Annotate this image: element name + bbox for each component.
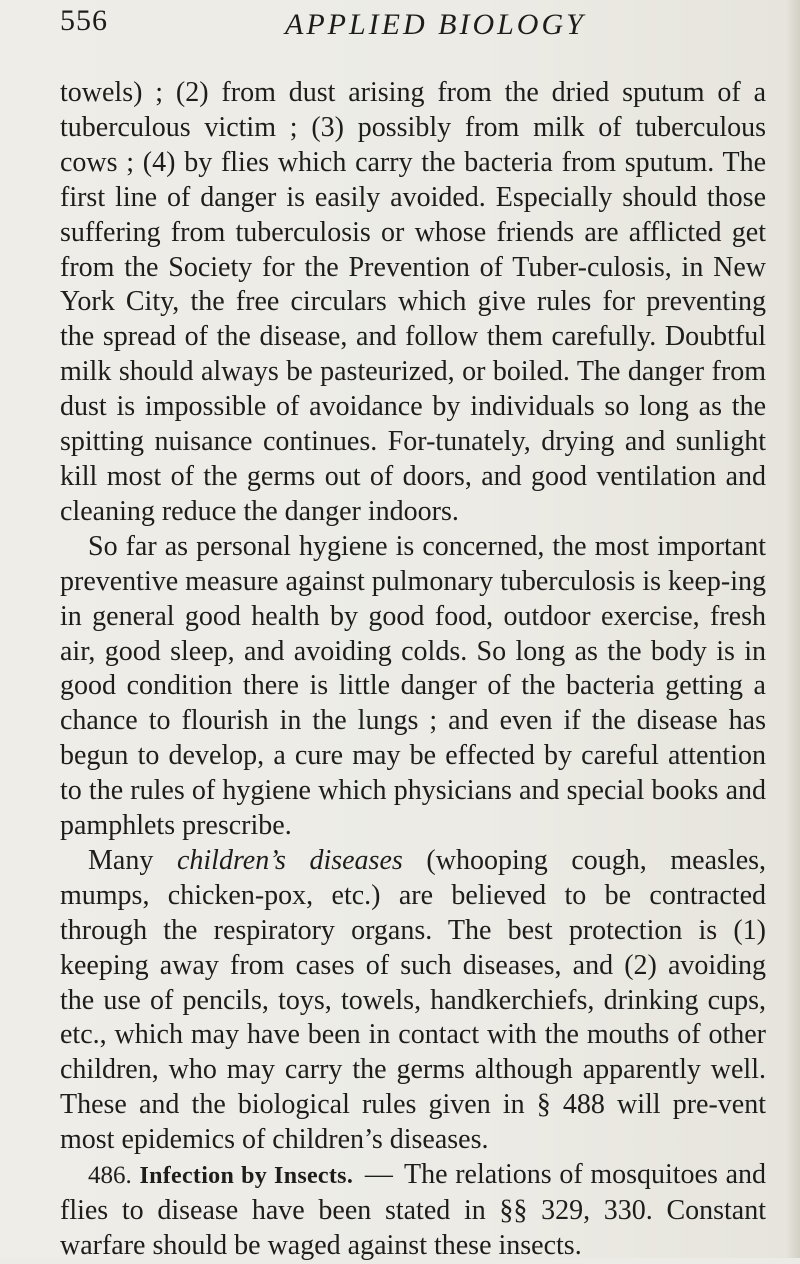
paragraph-4-text: The relations of mosquitoes and flies to disease have been stated in §§ 329, 330. Constant warfare should be waged against these insects. xyxy=(60,1159,766,1261)
body-text xyxy=(60,76,766,1264)
section-title: Infection by Insects. xyxy=(139,1163,354,1190)
paragraph-3-lead: Many xyxy=(88,844,154,876)
paragraph-3-text: (whooping cough, measles, mumps, chicken-pox, etc.) are believed to be contracted through the respiratory organs. The best protection is (1) keeping away from cases of such diseases, and (2) avoiding the use of pencils, toys, towels, handkerchiefs, drinking cups, etc., which may have been in contact with the mouths of other children, who may carry the germs although apparently well. These and the biological rules given in § 488 will pre-vent most epidemics of children’s diseases. xyxy=(60,844,767,1156)
page-edge-shadow xyxy=(786,0,800,1258)
paragraph-4 xyxy=(60,1158,766,1264)
paragraph-3-emphasis: children’s diseases xyxy=(176,844,403,876)
section-number: 486. xyxy=(88,1162,132,1190)
running-head: APPLIED BIOLOGY xyxy=(285,8,586,41)
paragraph-1: towels) ; (2) from dust arising from the dried sputum of a tuberculous victim ; (3) possibly from milk of tuberculous cows ; (4) by flies which carry the bacteria from sputum. The first line of danger is easily avoided. Especially should those suffering from tuberculosis or whose friends are afflicted get from the Society for the Prevention of Tuber-culosis, in New York City, the free circulars which give rules for preventing the spread of the disease, and follow them carefully. Doubtful milk should always be pasteurized, or boiled. The danger from dust is impossible of avoidance by individuals so long as the spitting nuisance continues. For-tunately, drying and sunlight kill most of the germs out of doors, and good ventilation and cleaning reduce the danger indoors. xyxy=(60,77,766,527)
paragraph-2: So far as personal hygiene is concerned, the most important preventive measure against pulmonary tuberculosis is keep-ing in general good health by good food, outdoor exercise, fresh air, good sleep, and avoiding colds. So long as the body is in good condition there is little danger of the bacteria getting a chance to flourish in the lungs ; and even if the disease has begun to develop, a cure may be effected by careful attention to the rules of hygiene which physicians and special books and pamphlets prescribe. xyxy=(60,530,767,842)
section-dash: — xyxy=(364,1159,393,1191)
paragraph-3 xyxy=(60,844,766,1158)
page-number: 556 xyxy=(60,4,108,37)
